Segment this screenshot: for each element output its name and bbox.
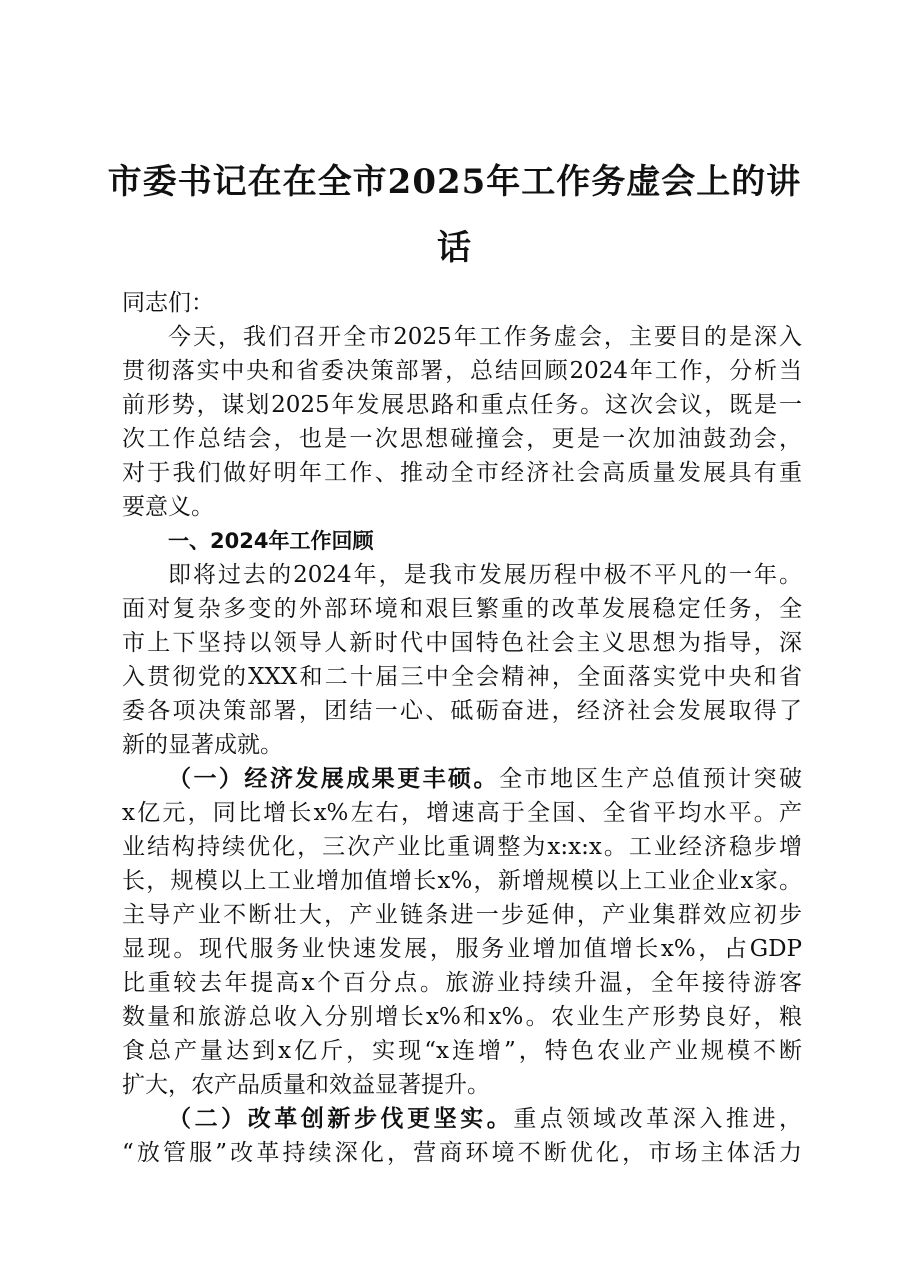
document-body: [122, 286, 802, 1170]
subsection-2-first-line: [122, 1102, 802, 1136]
section1-line: 市上下坚持以领导人新时代中国特色社会主义思想为指导，深: [122, 630, 802, 656]
intro-line: 次工作总结会，也是一次思想碰撞会，更是一次加油鼓劲会，: [122, 426, 802, 452]
intro-line: 贯彻落实中央和省委决策部署，总结回顾2024年工作，分析当: [122, 358, 802, 384]
document-title-line-1: 市委书记在在全市2025年工作务虚会上的讲: [107, 162, 802, 202]
section1-line: 即将过去的2024年，是我市发展历程中极不平凡的一年。: [168, 562, 802, 588]
subsection-1-line: 食总产量达到x亿斤，实现“x连增”，特色农业产业规模不断: [122, 1038, 802, 1064]
intro-line: 要意义。: [122, 494, 214, 520]
section1-line: 面对复杂多变的外部环境和艰巨繁重的改革发展稳定任务，全: [122, 596, 802, 622]
intro-line: 对于我们做好明年工作、推动全市经济社会高质量发展具有重: [122, 460, 802, 486]
subsection-1-first-line: [122, 762, 802, 796]
subsection-1-line: 业结构持续优化，三次产业比重调整为x:x:x。工业经济稳步增: [122, 834, 802, 860]
subsection-2-heading: （二）改革创新步伐更坚实。: [168, 1105, 514, 1132]
section-heading: 一、2024年工作回顾: [168, 529, 374, 553]
subsection-2-first-text: 重点领域改革深入推进，: [513, 1106, 803, 1132]
subsection-1-line: 显现。现代服务业快速发展，服务业增加值增长x%，占GDP: [122, 936, 802, 962]
salutation: 同志们：: [122, 290, 214, 316]
subsection-1-line: 长，规模以上工业增加值增长x%，新增规模以上工业企业x家。: [122, 868, 802, 894]
subsection-1-first-text: 全市地区生产总值预计突破: [498, 766, 803, 792]
subsection-1-line: 比重较去年提高x个百分点。旅游业持续升温，全年接待游客: [122, 970, 802, 996]
subsection-1-heading: （一）经济发展成果更丰硕。: [168, 765, 499, 792]
intro-line: 前形势，谋划2025年发展思路和重点任务。这次会议，既是一: [122, 392, 802, 418]
subsection-1-line: 数量和旅游总收入分别增长x%和x%。农业生产形势良好，粮: [122, 1004, 802, 1030]
subsection-2-line: “放管服”改革持续深化，营商环境不断优化，市场主体活力: [122, 1140, 802, 1166]
document-title-line-2: 话: [437, 228, 472, 268]
subsection-1-line: 扩大，农产品质量和效益显著提升。: [122, 1072, 490, 1098]
section1-line: 入贯彻党的XXX和二十届三中全会精神，全面落实党中央和省: [122, 664, 802, 690]
subsection-1-line: x亿元，同比增长x%左右，增速高于全国、全省平均水平。产: [122, 800, 802, 826]
subsection-1-line: 主导产业不断壮大，产业链条进一步延伸，产业集群效应初步: [122, 902, 802, 928]
section1-line: 新的显著成就。: [122, 732, 283, 758]
intro-line: 今天，我们召开全市2025年工作务虚会，主要目的是深入: [168, 324, 802, 350]
section1-line: 委各项决策部署，团结一心、砥砺奋进，经济社会发展取得了: [122, 698, 802, 724]
